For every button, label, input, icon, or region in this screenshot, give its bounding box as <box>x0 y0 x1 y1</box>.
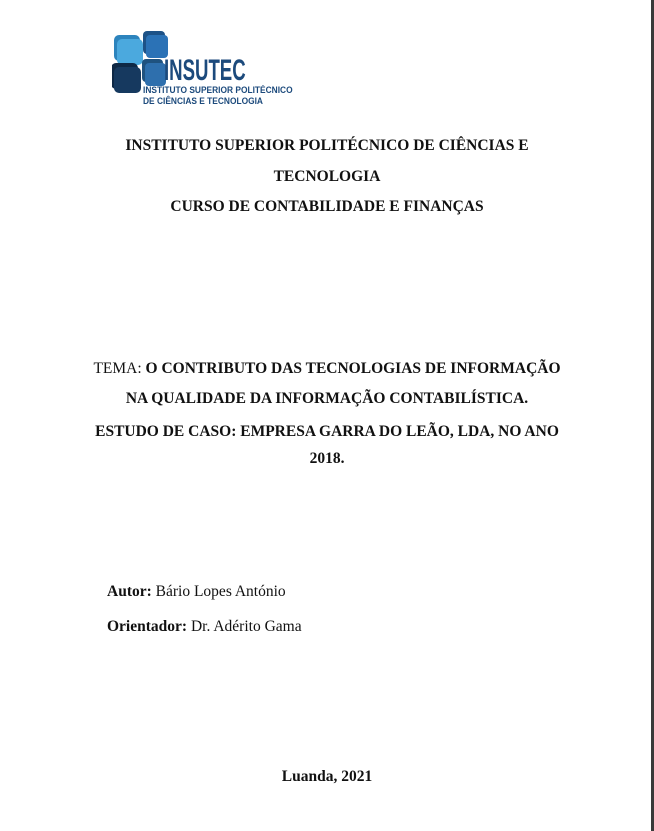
institution-heading-line1: INSTITUTO SUPERIOR POLITÉCNICO DE CIÊNCIAS E <box>125 137 529 154</box>
logo-subtitle-line1: INSTITUTO SUPERIOR POLITÉCNICO <box>143 85 293 95</box>
advisor-label: Orientador: <box>107 618 188 635</box>
top-left-cube <box>117 39 143 65</box>
theme-label: TEMA: <box>93 360 142 377</box>
institution-heading-line2: TECNOLOGIA <box>273 168 381 185</box>
bottom-left-cube <box>114 67 141 93</box>
logo-wordmark: INSUTEC <box>164 54 246 87</box>
place-year: Luanda, 2021 <box>281 768 373 785</box>
theme-title-line1 <box>0 359 654 378</box>
author-line <box>107 582 286 601</box>
bottom-right-cube <box>145 63 166 86</box>
theme-title-line2: NA QUALIDADE DA INFORMAÇÃO CONTABILÍSTICA. <box>125 390 529 407</box>
logo-subtitle <box>143 85 293 107</box>
course-heading: CURSO DE CONTABILIDADE E FINANÇAS <box>170 198 484 215</box>
theme-title-part1: O CONTRIBUTO DAS TECNOLOGIAS DE INFORMAÇÃO <box>145 360 561 377</box>
author-label: Autor: <box>107 583 152 600</box>
advisor-name: Dr. Adérito Gama <box>190 618 302 635</box>
case-study-line1: ESTUDO DE CASO: EMPRESA GARRA DO LEÃO, LDA, NO ANO <box>95 423 559 440</box>
logo-subtitle-line2: DE CIÊNCIAS E TECNOLOGIA <box>143 96 263 106</box>
insutec-logo <box>112 31 312 111</box>
author-name: Bário Lopes António <box>155 583 286 600</box>
case-study-line2: 2018. <box>309 450 345 467</box>
advisor-line <box>107 617 302 636</box>
